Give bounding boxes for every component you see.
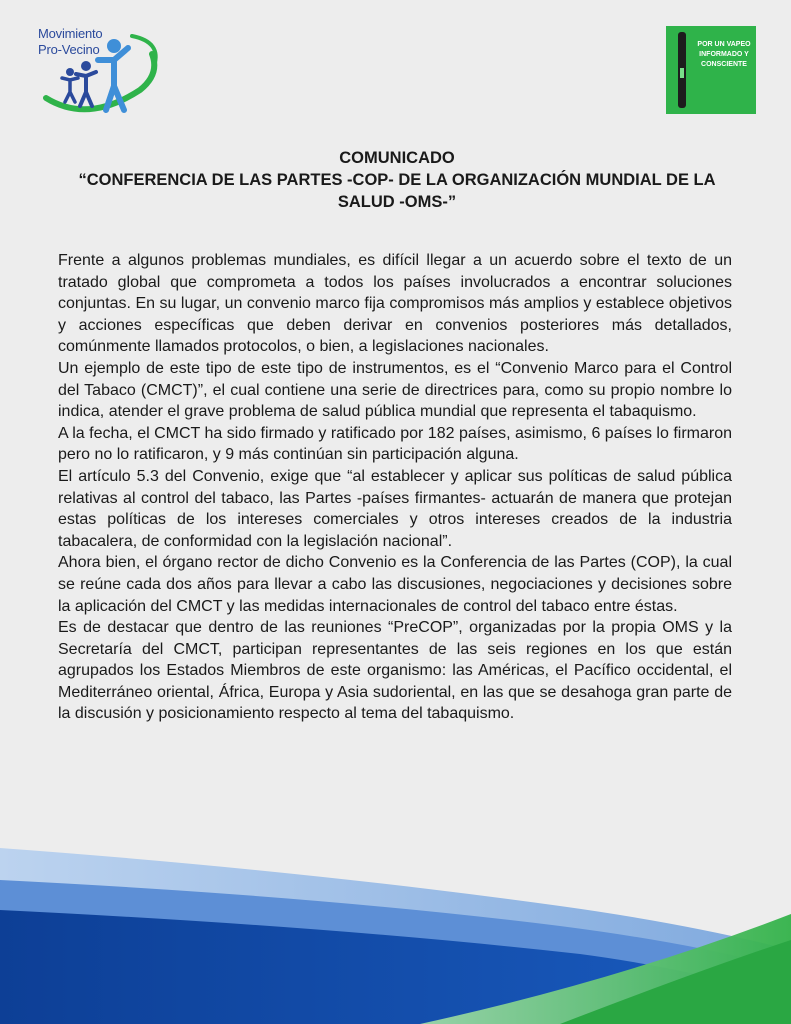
paragraph: El artículo 5.3 del Convenio, exige que “al establecer y aplicar sus políticas de salud pública relativas al control del tabaco, las Partes -países firmantes- actuarán de manera que protejan estas políticas de los intereses comerciales y otros intereses creados de la industria tabacalera, de conformidad con la legislación nacional”.	[58, 467, 732, 550]
paragraph: Es de destacar que dentro de las reuniones “PreCOP”, organizadas por la propia OMS y la Secretaría del CMCT, participan representantes de las seis regiones en los que están agrupados los Estados Miembros de este organismo: las Américas, el Pacífico occidental, el Mediterráneo oriental, África, Europa y Asia sudoriental, en las que se desahoga gran parte de la discusión y posicionamiento respecto al tema del tabaquismo.	[58, 619, 732, 723]
movimiento-pro-vecino-logo	[28, 20, 168, 125]
vape-pen-icon	[678, 32, 686, 108]
paragraph: Un ejemplo de este tipo de este tipo de instrumentos, es el “Convenio Marco para el Control del Tabaco (CMCT)”, el cual contiene una serie de directrices para, como su propio nombre lo indica, atender el grave problema de salud pública mundial que representa el tabaquismo.	[58, 359, 732, 421]
logo-text-line1: Movimiento	[38, 26, 103, 41]
logo-text-line2: Pro-Vecino	[38, 42, 100, 57]
communique-title	[50, 147, 744, 213]
vapeo-consciente-logo	[666, 26, 756, 114]
footer-wave-decoration	[0, 830, 791, 1024]
paragraph: Ahora bien, el órgano rector de dicho Convenio es la Conferencia de las Partes (COP), la cual se reúne cada dos años para llevar a cabo las discusiones, negociaciones y decisiones sobre la aplicación del CMCT y las medidas internacionales de control del tabaco entre éstas.	[58, 554, 732, 615]
title-line-comunicado: COMUNICADO	[339, 149, 455, 167]
body-text	[58, 250, 732, 725]
paragraph: A la fecha, el CMCT ha sido firmado y ratificado por 182 países, asimismo, 6 países lo firmaron pero no lo ratificaron, y 9 más continúan sin participación alguna.	[58, 424, 732, 464]
vapeo-logo-text: POR UN VAPEO INFORMADO Y CONSCIENTE	[697, 41, 751, 68]
paragraph: Frente a algunos problemas mundiales, es difícil llegar a un acuerdo sobre el texto de un tratado global que comprometa a todos los países involucrados a encontrar soluciones conjuntas. En su lugar, un convenio marco fija compromisos más amplios y establece objetivos y acciones específicas que deben derivar en convenios posteriores más detallados, comúnmente llamados protocolos, o bien, a legislaciones nacionales.	[58, 252, 732, 356]
title-line-conference: “CONFERENCIA DE LAS PARTES -COP- DE LA ORGANIZACIÓN MUNDIAL DE LA SALUD -OMS-”	[78, 171, 716, 211]
